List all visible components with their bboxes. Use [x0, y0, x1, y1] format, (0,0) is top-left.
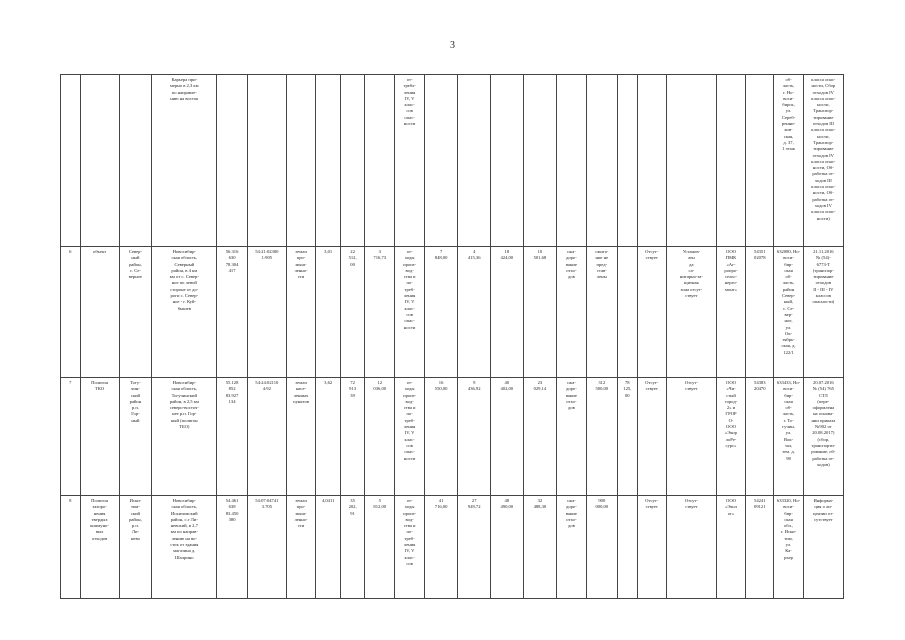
- table-cell: земли про- мыш- ленно- сти: [286, 247, 315, 378]
- table-cell: 4 415,36: [458, 247, 491, 378]
- table-cell: сжа- доро- вание отхо- дов: [557, 378, 586, 496]
- table-cell: [618, 75, 638, 247]
- table-cell: 3 716,73: [365, 247, 395, 378]
- table-cell: Тогу- чин- ский район р.п. Гор- ный: [119, 378, 152, 496]
- table-cell: [424, 75, 458, 247]
- table-cell: Новосибир- ская область, Искитимский район, с.г Ли- невский, в 2,7 км по направ- лению на во- сток от здания магазина д. Шалрино: [152, 496, 217, 599]
- table-cell: 56.316 630 78.304 417: [217, 247, 247, 378]
- table-cell: Отсут- ствует: [637, 496, 666, 599]
- table-cell: класса опас- ности, Сбор отходов IV класса опас- ности, Транспор- тирование отходов III класса опас- ности, Транспор- тирование отходов IV класса опас- ности, Об- работка от- ходов III класса опас- ности, Об- работка от- ходов IV класса опас- ности): [803, 75, 843, 247]
- table-cell: [286, 75, 315, 247]
- table-cell: [666, 75, 716, 247]
- table-cell: 9 436,92: [458, 378, 491, 496]
- table-cell: 72 913 39: [341, 378, 365, 496]
- table-cell: 3,01: [316, 247, 341, 378]
- table-row: [61, 75, 844, 247]
- table-cell: 78 125, 00: [618, 378, 638, 496]
- table-cell: земли насе- ленных пунктов: [286, 378, 315, 496]
- table-cell: Отсут- ствует: [637, 378, 666, 496]
- table-cell: [61, 75, 81, 247]
- table-cell: 41 716,00: [424, 496, 458, 599]
- table-cell: [119, 75, 152, 247]
- table-cell: 10 501,68: [523, 247, 557, 378]
- table-row: [61, 378, 844, 496]
- table-cell: [637, 75, 666, 247]
- table-cell: Полигон захоро- нения твердых коммуно- вых отходов: [80, 496, 119, 599]
- table-cell: 18 424,00: [491, 247, 524, 378]
- table-cell: 35 202, 91: [341, 496, 365, 599]
- table-cell: 7 848,00: [424, 247, 458, 378]
- table-cell: 32 488,30: [523, 496, 557, 599]
- table-cell: 22 512, 00: [341, 247, 365, 378]
- table-cell: 8: [61, 496, 81, 599]
- table-cell: 23 029,14: [523, 378, 557, 496]
- table-cell: Отсут- ствует: [666, 378, 716, 496]
- table-cell: [557, 75, 586, 247]
- table-cell: Новосибир- ская область, Северный район, в 4 км км от с. Север- ное по левой стороне от до- роги с. Север- ное - г. Куй- бышев: [152, 247, 217, 378]
- table-cell: 54241 09121: [746, 496, 774, 599]
- table-cell: ООО «Чи- стый город- 2» и ГРОР О- ООО «Экор лоРе- сурс»: [716, 378, 745, 496]
- table-cell: [746, 75, 774, 247]
- table-cell: ООО ПМК «Аг- ропро- сельс- нерго- монт»: [716, 247, 745, 378]
- table-cell: 4,0411: [316, 496, 341, 599]
- table-cell: от- требл- ления IV, V клас- сов опас- ности: [395, 75, 424, 247]
- table-cell: земли про- мыш- ленно- сти: [286, 496, 315, 599]
- table-cell: [247, 75, 286, 247]
- table-cell: [618, 496, 638, 599]
- table-cell: 16 550,00: [424, 378, 458, 496]
- table-cell: Отсут- ствует: [637, 247, 666, 378]
- table-cell: 633433, Но- воси- бир- ская об- ласть, г. То- гучин, ул. Вок- зал, зем. д. 98: [774, 378, 803, 496]
- table-cell: 40 402,00: [491, 378, 524, 496]
- table-cell: [586, 75, 617, 247]
- table-cell: [316, 75, 341, 247]
- table-cell: [491, 75, 524, 247]
- page-number: 3: [450, 40, 455, 51]
- table-cell: 7: [61, 378, 81, 496]
- table-cell: 6: [61, 247, 81, 378]
- table-row: [61, 247, 844, 378]
- table-cell: Информа- ция о ли- цензии от- сутствует: [803, 496, 843, 599]
- table-cell: 54351 02078: [746, 247, 774, 378]
- table-cell: 54:24:02110 4:92: [247, 378, 286, 496]
- table-cell: 20.07.2016 № (54) 765 СТЛ (пере- оформлена на основа- нии приказа №902 от 20.08.2017) (сбор, транспорти- рование, об- работка от- ходов): [803, 378, 843, 496]
- table-cell: Иски- тим- ский район, р.п. Ли- нево: [119, 496, 152, 599]
- table-cell: [341, 75, 365, 247]
- waste-facility-table: [60, 74, 844, 599]
- table-cell: 54:07:04741 3.705: [247, 496, 286, 599]
- table-cell: [458, 75, 491, 247]
- table-cell: Установ- лен да са- нитарно-за- щитная зона отсут- ствует: [666, 247, 716, 378]
- table-cell: сжа- доро- вание отхо- дов: [557, 496, 586, 599]
- table-cell: от- ходы произ- вод- ства и по- треб- ления IV, V клас- сов опас- ности: [395, 378, 424, 496]
- table-cell: [80, 75, 119, 247]
- table-cell: 48 490,00: [491, 496, 524, 599]
- table-cell: 54383 20470: [746, 378, 774, 496]
- table-cell: 632080, Но- воси- бир- ская об- ласть, район Север- ный, с. Се- вер- ное, ул. Ок- тябрь- ская, д. 122/1: [774, 247, 803, 378]
- table-row: [61, 496, 844, 599]
- table-cell: Карьера при- мерно в 2,3 км по направле- нию на восток: [152, 75, 217, 247]
- table-cell: от- ходы произ- вод- ства и по- треб- ления IV, V клас- сов опас- ности: [395, 247, 424, 378]
- table-cell: Отсут- ствует: [666, 496, 716, 599]
- table-cell: 5 812,00: [365, 496, 395, 599]
- table-cell: 633320, Но- воси- бир- ская обл., г. Иски- тим, ул. Ка- рьер: [774, 496, 803, 599]
- table-cell: 21.11.2016 № (54)- 6773-Т (транспор- тирование отходов II - III - IV классов опасности): [803, 247, 843, 378]
- table-cell: 27 949,72: [458, 496, 491, 599]
- table-cell: сжа- доро- вание отхо- дов: [557, 247, 586, 378]
- table-cell: 55.128 852 83.927 134: [217, 378, 247, 496]
- table-cell: Новосибир- ская область, Тогучинский район, в 2,5 км северо-восточ- нее р.п. Гор- ный (полигон ТБО): [152, 378, 217, 496]
- table-cell: 54.461 638 83.450 380: [217, 496, 247, 599]
- table-cell: сжига- ние не пред- став- лены: [586, 247, 617, 378]
- table-cell: [716, 75, 745, 247]
- table-cell: [618, 247, 638, 378]
- table-cell: объект: [80, 247, 119, 378]
- table-cell: 312 500,00: [586, 378, 617, 496]
- table-cell: ООО «Экол ог»: [716, 496, 745, 599]
- table-cell: Полигон ТКО: [80, 378, 119, 496]
- table-cell: об- ласть, г. Но- воси- бирск, ул. Сереб- ренни- ков- ская, д. 37, 1 этаж: [774, 75, 803, 247]
- table-cell: [217, 75, 247, 247]
- table-cell: [523, 75, 557, 247]
- table-cell: Север- ный район, с. Се- верное: [119, 247, 152, 378]
- table-cell: [365, 75, 395, 247]
- table-cell: 54:21:02300 1:905: [247, 247, 286, 378]
- table-cell: 12 036,00: [365, 378, 395, 496]
- table-cell: 3,62: [316, 378, 341, 496]
- table-cell: 900 000,00: [586, 496, 617, 599]
- table-cell: от- ходы произ- вод- ства и по- треб- ления IV, V клас- сов: [395, 496, 424, 599]
